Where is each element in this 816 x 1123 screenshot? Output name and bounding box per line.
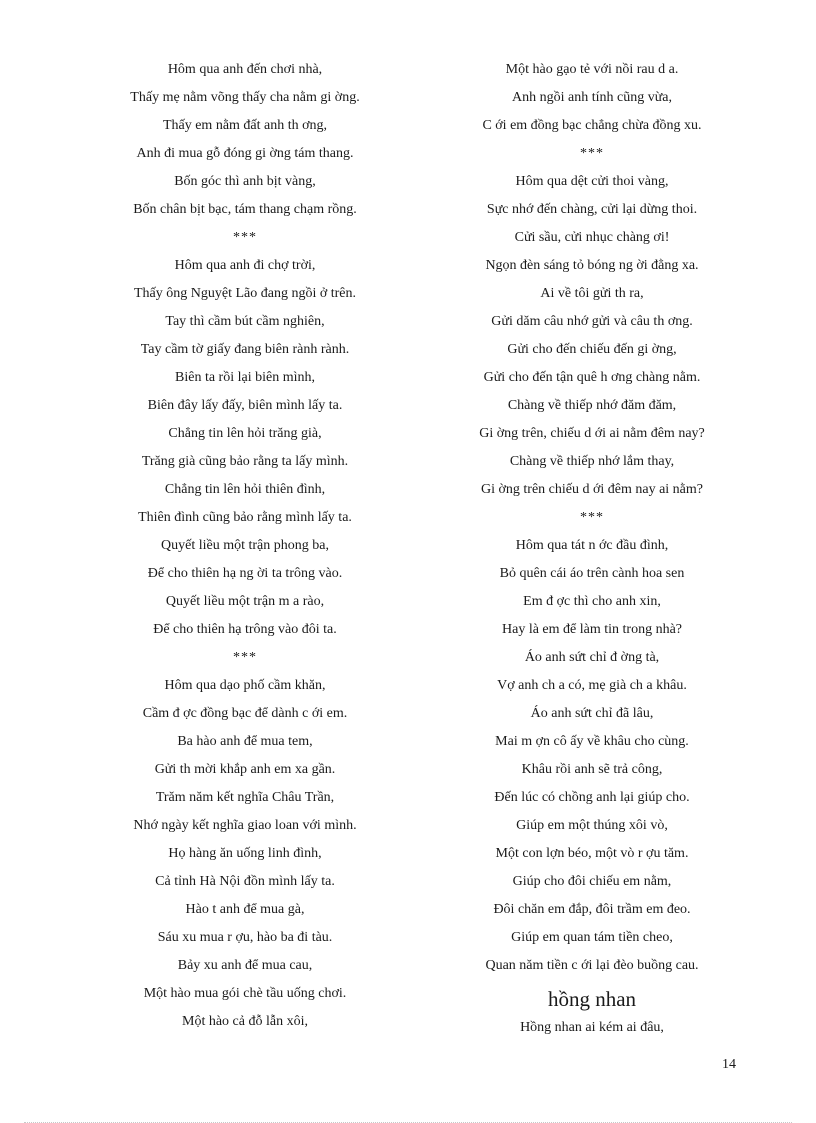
verse-line: Ba hào anh để mua tem, xyxy=(177,734,313,749)
verse-line: Anh đi mua gỗ đóng gi ờng tám thang. xyxy=(136,146,354,161)
verse-line: Ai về tôi gửi th ra, xyxy=(540,286,644,301)
verse-line: Sáu xu mua r ợu, hào ba đi tàu. xyxy=(157,930,333,945)
verse-line: Bốn chân bịt bạc, tám thang chạm rồng. xyxy=(133,202,357,217)
verse-line: Thấy mẹ nằm võng thấy cha nằm gi ờng. xyxy=(130,90,360,105)
verse-line: Áo anh sứt chỉ đ ờng tà, xyxy=(524,650,660,665)
verse-line: Gi ờng trên, chiếu d ới ai nằm đêm nay? xyxy=(479,426,705,441)
verse-line: Một hào cả đỗ lẫn xôi, xyxy=(182,1014,308,1029)
verse-line: Gi ờng trên chiếu d ới đêm nay ai nằm? xyxy=(480,482,704,497)
stanza-separator: *** xyxy=(233,230,257,245)
verse-line: Thiên đình cũng bảo rằng mình lấy ta. xyxy=(138,510,352,525)
verse-line: Khâu rồi anh sẽ trả công, xyxy=(521,762,663,777)
verse-line: Thấy ông Nguyệt Lão đang ngồi ở trên. xyxy=(133,286,357,301)
right-verse-block xyxy=(422,62,762,974)
verse-line: Hay là em để làm tin trong nhà? xyxy=(502,622,682,637)
verse-line: Một hào mua gói chè tầu uống chơi. xyxy=(143,986,347,1001)
verse-line: Quyết liều một trận m a rào, xyxy=(165,594,325,609)
verse-line: Hôm qua dệt cửi thoi vàng, xyxy=(515,174,669,189)
verse-line: Nhớ ngày kết nghĩa giao loan với mình. xyxy=(133,818,357,833)
verse-line: Cầm đ ợc đồng bạc để dành c ới em. xyxy=(142,706,348,721)
verse-line: Chàng về thiếp nhớ lắm thay, xyxy=(509,454,675,469)
verse-line: Trăng già cũng bảo rằng ta lấy mình. xyxy=(141,454,349,469)
verse-line: Ngọn đèn sáng tỏ bóng ng ời đằng xa. xyxy=(485,258,699,273)
right-column xyxy=(422,62,762,1048)
stanza-separator: *** xyxy=(580,146,604,161)
verse-line: Mai m ợn cô ấy về khâu cho cùng. xyxy=(495,734,689,749)
verse-line: Cửi sầu, cửi nhục chàng ơi! xyxy=(514,230,670,245)
verse-line: Anh ngồi anh tính cũng vừa, xyxy=(511,90,672,105)
verse-line: Gửi th mời khắp anh em xa gần. xyxy=(154,762,336,777)
page-number: 14 xyxy=(722,1057,736,1072)
verse-line: Họ hàng ăn uống linh đình, xyxy=(168,846,322,861)
verse-line: Hôm qua anh đến chơi nhà, xyxy=(167,62,323,77)
verse-line: Hồng nhan ai kém ai đâu, xyxy=(520,1020,664,1035)
verse-line: Bảy xu anh để mua cau, xyxy=(177,958,313,973)
verse-line: Tay cầm tờ giấy đang biên rành rành. xyxy=(140,342,350,357)
stanza-separator: *** xyxy=(233,650,257,665)
verse-line: Áo anh sứt chỉ đã lâu, xyxy=(530,706,654,721)
verse-line: Gửi cho đến tận quê h ơng chàng nằm. xyxy=(483,370,701,385)
verse-line: Sực nhớ đến chàng, cửi lại dừng thoi. xyxy=(486,202,698,217)
verse-line: Giúp em một thúng xôi vò, xyxy=(516,818,668,833)
verse-line: Chẳng tin lên hỏi thiên đình, xyxy=(164,482,326,497)
verse-line: Thấy em nằm đất anh th ơng, xyxy=(162,118,328,133)
verse-line: Bốn góc thì anh bịt vàng, xyxy=(174,174,316,189)
section-heading: hồng nhan xyxy=(547,987,637,1011)
verse-line: Đôi chăn em đắp, đôi trầm em đeo. xyxy=(493,902,691,917)
verse-line: Quan năm tiền c ới lại đèo buồng cau. xyxy=(485,958,699,973)
verse-line: Em đ ợc thì cho anh xin, xyxy=(523,594,661,609)
verse-line: Hôm qua tát n ớc đầu đình, xyxy=(515,538,669,553)
verse-line: Chẳng tin lên hỏi trăng già, xyxy=(168,426,322,441)
after-heading-block xyxy=(422,1020,762,1036)
verse-line: Vợ anh ch a có, mẹ già ch a khâu. xyxy=(497,678,687,693)
verse-line: Một hào gạo tẻ với nồi rau d a. xyxy=(505,62,679,77)
verse-line: Hôm qua anh đi chợ trời, xyxy=(174,258,316,273)
verse-line: Để cho thiên hạ trông vào đôi ta. xyxy=(153,622,337,637)
verse-line: C ới em đồng bạc chẳng chừa đồng xu. xyxy=(482,118,702,133)
verse-line: Cả tỉnh Hà Nội đồn mình lấy ta. xyxy=(155,874,335,889)
verse-line: Giúp em quan tám tiền cheo, xyxy=(511,930,673,945)
verse-line: Tay thì cầm bút cầm nghiên, xyxy=(165,314,325,329)
left-column xyxy=(75,62,415,1042)
verse-line: Quyết liều một trận phong ba, xyxy=(161,538,329,553)
verse-line: Một con lợn béo, một vò r ợu tăm. xyxy=(495,846,689,861)
verse-line: Đến lúc có chồng anh lại giúp cho. xyxy=(494,790,690,805)
verse-line: Biên ta rồi lại biên mình, xyxy=(175,370,315,385)
verse-line: Hào t anh để mua gà, xyxy=(185,902,305,917)
verse-line: Gửi cho đến chiếu đến gi ờng, xyxy=(507,342,677,357)
verse-line: Trăm năm kết nghĩa Châu Trần, xyxy=(155,790,335,805)
verse-line: Bỏ quên cái áo trên cành hoa sen xyxy=(499,566,685,581)
verse-line: Gửi dăm câu nhớ gửi và câu th ơng. xyxy=(491,314,693,329)
verse-line: Để cho thiên hạ ng ời ta trông vào. xyxy=(147,566,343,581)
stanza-separator: *** xyxy=(580,510,604,525)
verse-line: Chàng về thiếp nhớ đăm đăm, xyxy=(507,398,677,413)
verse-line: Biên đây lấy đấy, biên mình lấy ta. xyxy=(147,398,343,413)
verse-line: Hôm qua dạo phố cầm khăn, xyxy=(164,678,326,693)
verse-line: Giúp cho đôi chiếu em nằm, xyxy=(512,874,672,889)
